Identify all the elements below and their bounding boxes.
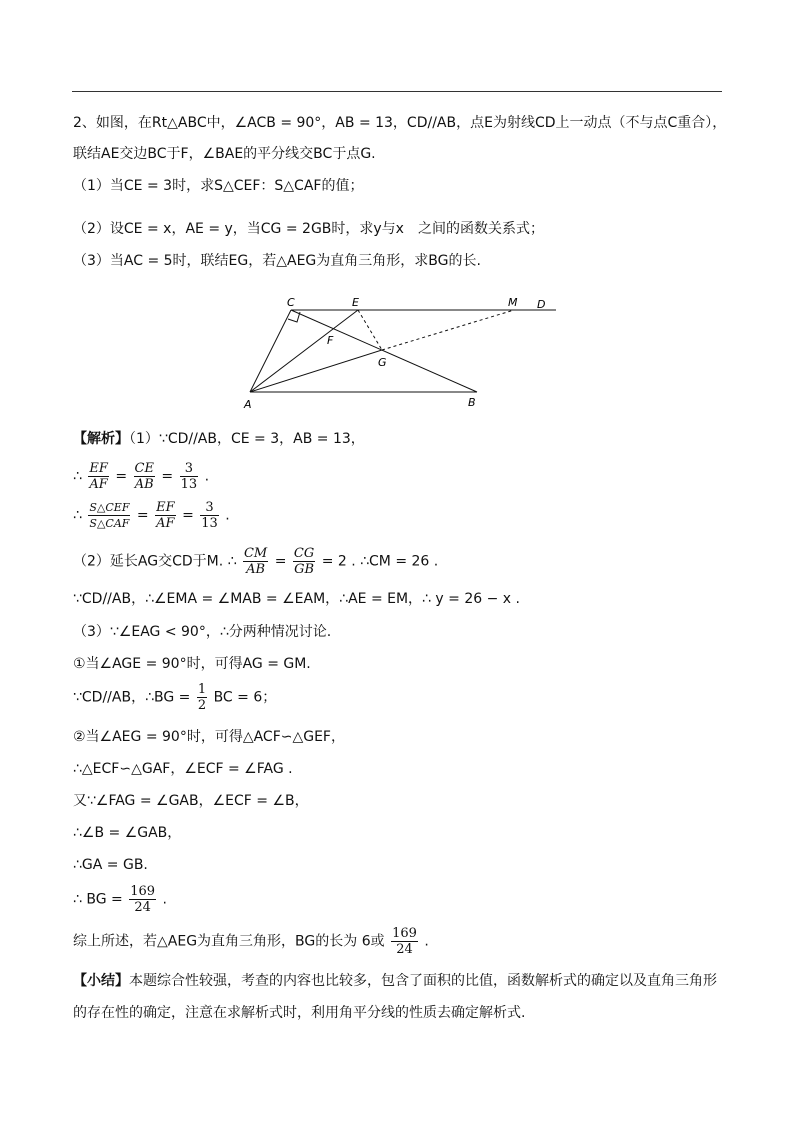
fraction-3-13-2: $\frac{3}{13}$ (201, 500, 218, 531)
question-1: （1）当CE = 3时，求S△CEF：S△CAF的值； (73, 178, 364, 194)
question-3: （3）当AC = 5时，联结EG，若△AEG为直角三角形，求BG的长. (73, 253, 481, 269)
label-C: C (287, 296, 295, 309)
solution-line-7: ①当∠AGE = 90°时，可得AG = GM. (73, 656, 311, 672)
segment-AG (250, 350, 382, 392)
solution-line-9: ②当∠AEG = 90°时，可得△ACF∽△GEF， (73, 729, 345, 745)
segment-EG-dashed (358, 310, 382, 350)
solution-line-5: ∵CD//AB，∴∠EMA = ∠MAB = ∠EAM，∴AE = EM，∴ y = 26 − x . (73, 591, 520, 607)
segment-CB (291, 310, 477, 392)
solution-part-2: （2）延长AG交CD于M. ∴ $\frac{CM}{AB}$ = $\frac{CG}{GB}$ = 2 . ∴CM = 26 . (73, 546, 439, 577)
solution-line-11: 又∵∠FAG = ∠GAB，∠ECF = ∠B， (73, 793, 309, 809)
solution-area-ratio: ∴ $\frac{\text{S△CEF}}{\text{S△CAF}}$ = $\frac{EF}{AF}$ = $\frac{3}{13}$ . (73, 500, 230, 531)
question-2: （2）设CE = x，AE = y，当CG = 2GB时，求y与x 之间的函数关系式； (73, 221, 544, 237)
summary-line-1: 【小结】本题综合性较强，考查的内容也比较多，包含了面积的比值，函数解析式的确定以及直角三角形 (73, 973, 717, 989)
solution-line-13: ∴GA = GB. (73, 857, 148, 873)
solution-conclusion: 综上所述，若△AEG为直角三角形，BG的长为 6或 $\frac{169}{24}$ . (73, 926, 429, 957)
label-E: E (352, 296, 359, 309)
solution-line-12: ∴∠B = ∠GAB， (73, 825, 182, 841)
fraction-cg-gb: $\frac{CG}{GB}$ (293, 546, 315, 577)
fraction-169-24-2: $\frac{169}{24}$ (392, 926, 417, 957)
solution-line-1: 【解析】（1）∵CD//AB，CE = 3，AB = 13， (73, 431, 365, 447)
fraction-1-2: $\frac{1}{2}$ (197, 682, 207, 713)
header-rule (72, 91, 722, 92)
fraction-cm-ab: $\frac{CM}{AB}$ (243, 546, 268, 577)
summary-tag: 【小结】 (73, 973, 129, 989)
label-A: A (244, 398, 252, 411)
fraction-ce-ab: $\frac{CE}{AB}$ (134, 461, 154, 492)
solution-tag: 【解析】 (73, 431, 129, 447)
fraction-ef-af-2: $\frac{EF}{AF}$ (156, 500, 175, 531)
label-B: B (468, 396, 476, 409)
fraction-169-24: $\frac{169}{24}$ (130, 884, 156, 915)
solution-ratio-ef-af: ∴ $\frac{EF}{AF}$ = $\frac{CE}{AB}$ = $\frac{3}{13}$ . (73, 461, 210, 492)
solution-line-8: ∵CD//AB，∴BG = $\frac{1}{2}$ BC = 6； (73, 682, 277, 713)
solution-line-14: ∴ BG = $\frac{169}{24}$ . (73, 884, 167, 915)
fraction-ef-af: $\frac{EF}{AF}$ (89, 461, 108, 492)
segment-AE (250, 310, 358, 392)
fraction-3-13: $\frac{3}{13}$ (180, 461, 198, 492)
solution-line-10: ∴△ECF∽△GAF，∠ECF = ∠FAG . (73, 761, 293, 777)
geometry-figure (230, 292, 570, 417)
label-D: D (537, 298, 546, 311)
label-M: M (508, 296, 518, 309)
problem-line-1: 2、如图，在Rt△ABC中，∠ACB = 90°，AB = 13，CD//AB，点E为射线CD上一动点（不与点C重合）， (73, 115, 727, 131)
segment-GM-dashed (382, 310, 514, 350)
fraction-area-ratio: $\frac{\text{S△CEF}}{\text{S△CAF}}$ (89, 501, 130, 530)
label-F: F (327, 334, 334, 347)
problem-line-2: 联结AE交边BC于F，∠BAE的平分线交BC于点G. (73, 146, 376, 162)
label-G: G (378, 356, 387, 369)
solution-line-6: （3）∵∠EAG < 90°，∴分两种情况讨论. (73, 624, 332, 640)
summary-line-2: 的存在性的确定，注意在求解析式时，利用角平分线的性质去确定解析式. (73, 1005, 526, 1021)
segment-AC (250, 310, 291, 392)
